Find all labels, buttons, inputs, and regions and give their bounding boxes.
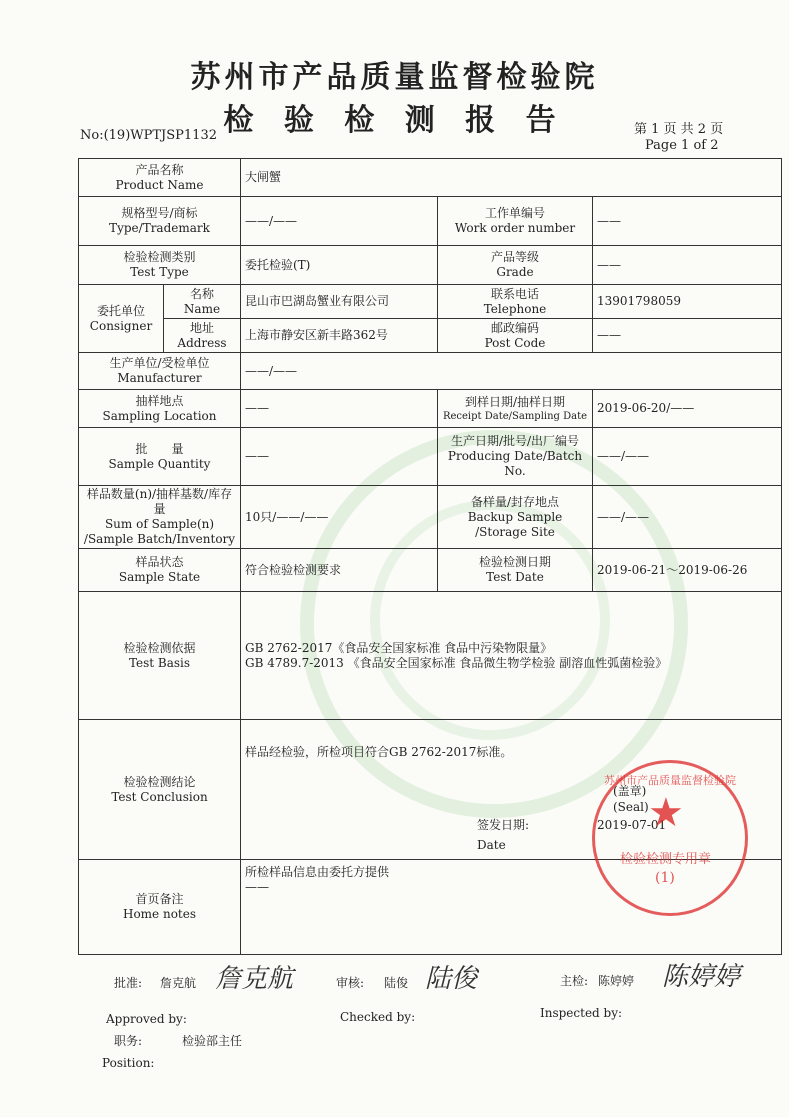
grade-value: —— (593, 246, 782, 285)
test-date-label: 检验检测日期 Test Date (438, 549, 593, 592)
receipt-date-label: 到样日期/抽样日期 Receipt Date/Sampling Date (438, 390, 593, 428)
sample-quantity-value: —— (241, 428, 438, 486)
checked-label-en: Checked by: (340, 1010, 416, 1024)
sample-state-value: 符合检验检测要求 (241, 549, 438, 592)
work-order-value: —— (593, 197, 782, 246)
name-label: 名称 Name (164, 285, 241, 319)
approved-label-en: Approved by: (106, 1012, 187, 1026)
post-code-value: —— (593, 319, 782, 353)
product-name-label: 产品名称 Product Name (79, 159, 241, 197)
producing-date-value: ——/—— (593, 428, 782, 486)
checked-label: 审核: (336, 976, 365, 990)
issue-date-label-en: Date (477, 838, 506, 852)
manufacturer-value: ——/—— (241, 353, 782, 390)
approved-signature: 詹克航 (215, 964, 294, 994)
test-basis-value: GB 2762-2017《食品安全国家标准 食品中污染物限量》 GB 4789.7-2013 《食品安全国家标准 食品微生物学检验 副溶血性弧菌检验》 (241, 592, 782, 720)
test-type-value: 委托检验(T) (241, 246, 438, 285)
page-indicator-cn: 第 1 页 共 2 页 (634, 122, 724, 137)
address-value: 上海市静安区新丰路362号 (241, 319, 438, 353)
seal-star-icon: ★ (648, 790, 684, 836)
receipt-date-value: 2019-06-20/—— (593, 390, 782, 428)
page-indicator-en: Page 1 of 2 (645, 138, 719, 153)
conclusion-label: 检验检测结论 Test Conclusion (79, 720, 241, 860)
position-value: 检验部主任 (182, 1034, 243, 1048)
issue-date-label: 签发日期: (477, 818, 530, 832)
seal-use-text: 检验检测专用章 (620, 852, 712, 867)
sampling-location-value: —— (241, 390, 438, 428)
manufacturer-label: 生产单位/受检单位 Manufacturer (79, 353, 241, 390)
grade-label: 产品等级 Grade (438, 246, 593, 285)
inspected-name: 陈婷婷 (598, 974, 635, 988)
issue-date-value: 2019-07-01 (597, 818, 667, 832)
inspected-label: 主检: (560, 974, 589, 988)
seal-org-text: 苏州市产品质量监督检验院 (604, 774, 736, 787)
sum-sample-label: 样品数量(n)/抽样基数/库存量 Sum of Sample(n) /Sample Batch/Inventory (79, 486, 241, 549)
seal-label-cn: (盖章) (613, 784, 647, 798)
checked-signature: 陆俊 (425, 964, 478, 994)
sample-state-label: 样品状态 Sample State (79, 549, 241, 592)
producing-date-label: 生产日期/批号/出厂编号 Producing Date/Batch No. (438, 428, 593, 486)
position-label: 职务: (114, 1034, 143, 1048)
test-date-value: 2019-06-21～2019-06-26 (593, 549, 782, 592)
report-title: 检 验 检 测 报 告 (223, 103, 566, 138)
product-name-value: 大闸蟹 (241, 159, 782, 197)
backup-sample-value: ——/—— (593, 486, 782, 549)
test-basis-label: 检验检测依据 Test Basis (79, 592, 241, 720)
home-notes-label: 首页备注 Home notes (79, 860, 241, 955)
type-label: 规格型号/商标 Type/Trademark (79, 197, 241, 246)
backup-sample-label: 备样量/封存地点 Backup Sample /Storage Site (438, 486, 593, 549)
approved-name: 詹克航 (160, 976, 197, 990)
telephone-label: 联系电话 Telephone (438, 285, 593, 319)
conclusion-text: 样品经检验，所检项目符合GB 2762-2017标准。 (245, 745, 513, 759)
test-type-label: 检验检测类别 Test Type (79, 246, 241, 285)
post-code-label: 邮政编码 Post Code (438, 319, 593, 353)
telephone-value: 13901798059 (593, 285, 782, 319)
institute-title: 苏州市产品质量监督检验院 (190, 60, 599, 95)
seal-number: (1) (655, 870, 675, 886)
inspected-label-en: Inspected by: (540, 1006, 623, 1020)
work-order-label: 工作单编号 Work order number (438, 197, 593, 246)
report-number: No:(19)WPTJSP1132 (80, 128, 217, 143)
position-label-en: Position: (102, 1056, 155, 1070)
approved-label: 批准: (114, 976, 143, 990)
name-value: 昆山市巴湖岛蟹业有限公司 (241, 285, 438, 319)
consigner-label: 委托单位 Consigner (79, 285, 164, 353)
sum-sample-value: 10只/——/—— (241, 486, 438, 549)
sample-quantity-label: 批 量 Sample Quantity (79, 428, 241, 486)
home-notes-value: 所检样品信息由委托方提供 —— (241, 860, 782, 955)
type-value: ——/—— (241, 197, 438, 246)
seal-label-en: (Seal) (613, 800, 649, 814)
sampling-location-label: 抽样地点 Sampling Location (79, 390, 241, 428)
address-label: 地址 Address (164, 319, 241, 353)
inspected-signature: 陈婷婷 (662, 962, 741, 992)
checked-name: 陆俊 (384, 976, 409, 990)
